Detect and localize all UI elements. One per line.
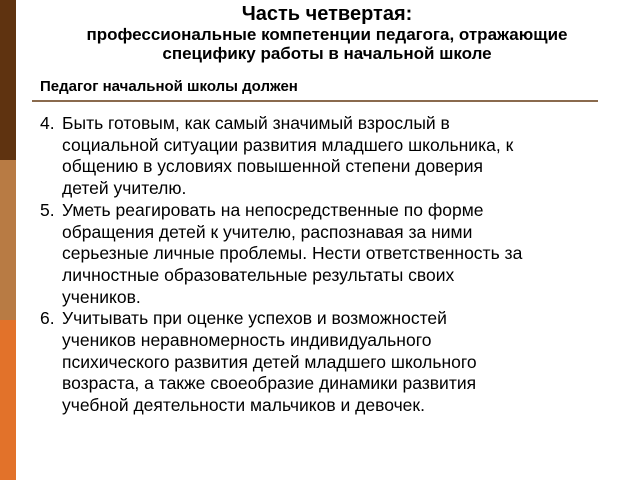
item-text: Быть готовым, как самый значимый взрослый в социальной ситуации развития младшего школьника, к общению в условиях повышенной степени доверия детей учителю. [62,113,514,199]
item-number: 5. [40,199,55,220]
heading-divider [32,100,598,102]
item-number: 6. [40,308,55,329]
item-number: 4. [40,113,55,133]
list-item [40,200,638,309]
list-item [40,113,638,200]
slide-title [20,3,634,63]
title-sub: профессиональные компетенции педагога, отражающие специфику работы в начальной школе [86,25,568,63]
left-band-top [0,0,16,160]
title-main: Часть четвертая: [241,3,413,25]
item-text: Уметь реагировать на непосредственные по форме обращения детей к учителю, распознавая за ними серьезные личные проблемы. Нести ответственность за личностные образовательные результаты своих учеников. [62,199,523,307]
list-item [40,308,638,417]
section-heading: Педагог начальной школы должен [40,78,298,95]
left-band-bottom [0,320,16,480]
competence-list [40,113,638,417]
item-text: Учитывать при оценке успехов и возможностей учеников неравномерность индивидуального психического развития детей младшего школьного возраста, а также своеобразие динамики развития учебной деятельности мальчиков и девочек. [62,308,477,416]
left-band-middle [0,160,16,320]
